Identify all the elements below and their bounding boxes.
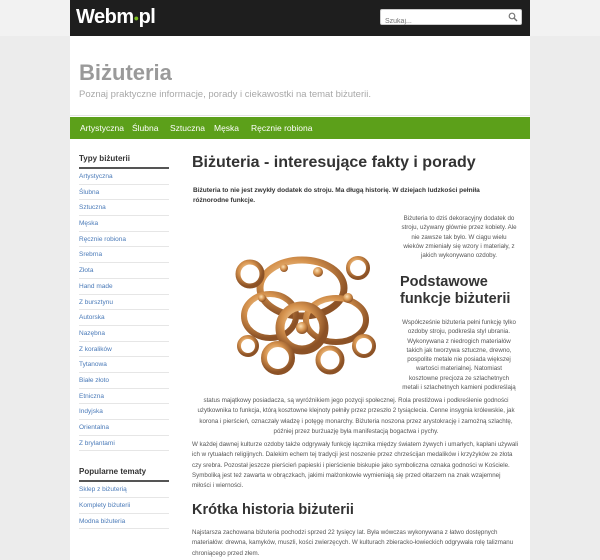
- intro-right-paragraph: [398, 214, 520, 260]
- text-line: materiałów: drewna, kamyków, muszli, kości zwierzęcych. W kulturach zbieracko-łowieckich odgrywała rolę talizmanu: [192, 539, 514, 547]
- text-line: Wykonywana z niedrogich materiałów: [407, 337, 511, 345]
- text-line: wieków zmieniały się wzory i materiały, z: [403, 242, 515, 250]
- sidebar-item[interactable]: Artystyczna: [79, 169, 169, 185]
- sidebar: [79, 154, 169, 529]
- sidebar-popular-item[interactable]: Sklep z biżuterią: [79, 482, 169, 498]
- nav-item-artystyczna[interactable]: Artystyczna: [80, 123, 124, 133]
- article-title: Biżuteria - interesujące fakty i porady: [192, 154, 476, 171]
- text-line: status majątkowy posiadacza, są wyróżnikiem jego pozycji społecznej. Rola prestiżowa i podkreślenie godności: [203, 397, 509, 404]
- text-line: Symboliką jest też zawarta w obrączkach, jakimi małżonkowie wymieniają się przed ołtarzem na znak wzajemnej: [192, 471, 501, 479]
- logo-dot: ●: [133, 13, 139, 23]
- logo-text-left: Webm: [76, 6, 134, 28]
- text-line: miłości i wierności.: [192, 482, 244, 490]
- heading-line: Podstawowe: [400, 274, 488, 290]
- main-nav: [70, 117, 530, 139]
- text-line: pospolite metale nie posiada większej: [407, 356, 511, 364]
- sidebar-item[interactable]: Z brylantami: [79, 436, 169, 452]
- heading-history: Krótka historia biżuterii: [192, 502, 354, 518]
- text-line: korona i pierścień, oznaczały władzę i potęgę monarchy. Biżuteria noszona przez arystokrację i zamożną szlachtę,: [199, 417, 513, 425]
- nav-item-slubna[interactable]: Ślubna: [132, 123, 159, 133]
- sidebar-item[interactable]: Srebrna: [79, 247, 169, 263]
- sidebar-item[interactable]: Ręcznie robiona: [79, 232, 169, 248]
- text-line: użytkownika to funkcja, którą kosztowne klejnoty pełniły przez przeszło 2 tysiąclecia. Cenne insygnia królewskie, jak: [197, 407, 515, 415]
- sidebar-item[interactable]: Tytanowa: [79, 357, 169, 373]
- text-line: czy srebra. Pozostał jeszcze pierścień papieski i pierścienie biskupie jako symboliczna oznaka godności w Kościele.: [192, 461, 510, 469]
- text-line: chroniącego przed złem.: [192, 549, 260, 557]
- search-box: [380, 9, 522, 25]
- text-line: ich w rytuałach religijnych. Dalekim echem tej tradycji jest noszenie przez chrześcijan medalików i krzyżyków ze złota: [192, 451, 513, 459]
- nav-item-recznie-robiona[interactable]: Ręcznie robiona: [251, 123, 313, 133]
- gold-jewelry-image: [218, 228, 386, 396]
- article-intro: Biżuteria to nie jest zwykły dodatek do stroju. Ma długą historię. W dziejach ludzkości pełniła różnorodne funkcje.: [193, 187, 480, 204]
- sidebar-item[interactable]: Z koralików: [79, 342, 169, 358]
- text-line: później przez burżuazję była manifestacją bogactwa i pychy.: [273, 427, 439, 435]
- text-line: stroju, używany głównie przez kobiety. Ale: [401, 224, 517, 232]
- heading-functions: [400, 274, 510, 308]
- search-input[interactable]: [381, 15, 501, 29]
- nav-item-meska[interactable]: Męska: [214, 123, 240, 133]
- sidebar-item[interactable]: Z bursztynu: [79, 295, 169, 311]
- functions-full-paragraph: [192, 396, 520, 437]
- text-line: Biżuteria to dziś dekoracyjny dodatek do: [403, 215, 515, 222]
- sidebar-item[interactable]: Męska: [79, 216, 169, 232]
- topbar: [0, 0, 600, 36]
- site-description: Poznaj praktyczne informacje, porady i ciekawostki na temat biżuterii.: [79, 89, 371, 100]
- functions-right-paragraph: [396, 318, 522, 392]
- nav-item-sztuczna[interactable]: Sztuczna: [170, 123, 205, 133]
- sidebar-item[interactable]: Orientalna: [79, 420, 169, 436]
- text-line: Najstarsza zachowana biżuteria pochodzi sprzed 22 tysięcy lat. Była wówczas wykonywana z łatwo dostępnych: [192, 529, 498, 536]
- sidebar-item[interactable]: Białe złoto: [79, 373, 169, 389]
- text-line: ozdoby stroju, podkreśla styl ubrania.: [407, 328, 511, 336]
- text-line: takich jak tworzywa sztuczne, drewno,: [406, 346, 512, 354]
- site-logo[interactable]: [76, 6, 155, 29]
- sidebar-heading-popular: Popularne tematy: [79, 467, 169, 482]
- topbar-inner: [70, 0, 530, 36]
- text-line: nie zawsze tak było. W ciągu wielu: [411, 233, 507, 241]
- sidebar-item[interactable]: Sztuczna: [79, 200, 169, 216]
- text-line: wartości materialnej. Natomiast: [416, 365, 502, 373]
- search-icon[interactable]: [508, 12, 518, 22]
- site-title[interactable]: Biżuteria: [79, 60, 172, 85]
- symbolism-paragraph: [192, 440, 520, 491]
- sidebar-item[interactable]: Złota: [79, 263, 169, 279]
- logo-text-right: pl: [138, 6, 156, 28]
- site-header: [70, 36, 530, 116]
- heading-line: funkcje biżuterii: [400, 291, 511, 307]
- sidebar-item[interactable]: Nazębna: [79, 326, 169, 342]
- sidebar-item[interactable]: Ślubna: [79, 185, 169, 201]
- sidebar-heading-types: Typy biżuterii: [79, 154, 169, 169]
- history-paragraph: [192, 528, 520, 559]
- text-line: Współcześnie biżuteria pełni funkcję tylko: [402, 319, 516, 326]
- text-line: W każdej dawnej kulturze ozdoby także odgrywały funkcję łącznika między światem żywych i umarłych, kapłani używali: [192, 441, 519, 448]
- sidebar-popular-item[interactable]: Komplety biżuterii: [79, 498, 169, 514]
- sidebar-popular-item[interactable]: Modna biżuteria: [79, 514, 169, 530]
- text-line: kosztowne precjoza ze szlachetnych: [408, 374, 510, 382]
- sidebar-item[interactable]: Etniczna: [79, 389, 169, 405]
- text-line: jakich wykonywano ozdoby.: [421, 252, 497, 260]
- sidebar-item[interactable]: Indyjska: [79, 404, 169, 420]
- sidebar-item[interactable]: Hand made: [79, 279, 169, 295]
- sidebar-item[interactable]: Autorska: [79, 310, 169, 326]
- text-line: metali i szlachetnych kamieni podkreślają: [402, 384, 516, 392]
